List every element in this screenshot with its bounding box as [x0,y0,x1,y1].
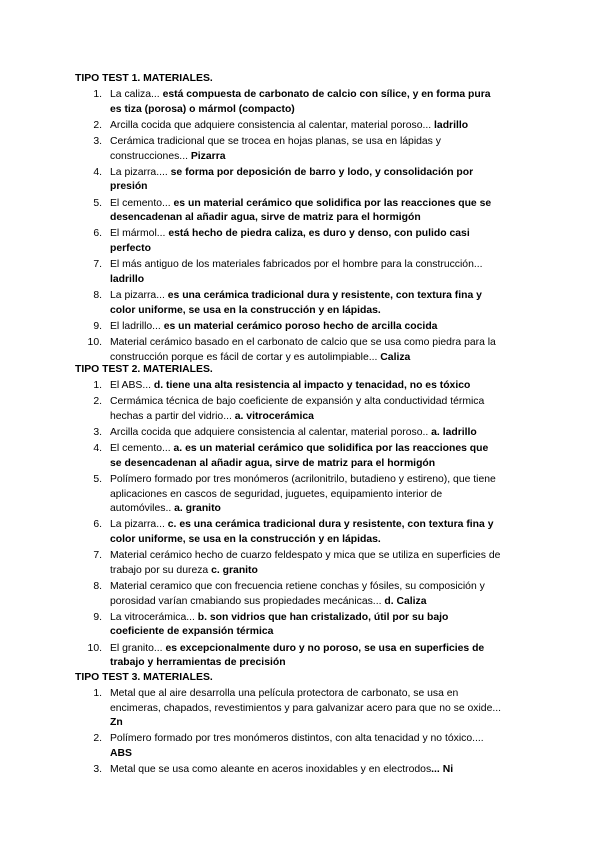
question-line [110,258,530,273]
question-text: porosidad varían cmabiando sus propiedades mecánicas... [110,595,385,607]
question-text: El cemento... [110,197,174,209]
question-item [93,258,530,287]
answer-text: coeficiente de expansión térmica [110,626,274,638]
question-number: 10. [87,642,102,654]
question-line [110,320,530,335]
answer-text: ladrillo [434,119,469,131]
question-line [110,88,530,103]
question-line [110,533,530,548]
question-number: 3. [93,764,102,776]
question-line [110,119,530,134]
question-number: 5. [93,474,102,485]
answer-text: a. vitrocerámica [234,410,314,422]
question-text: La pizarra... [110,290,168,301]
question-text: El cemento... [110,443,174,455]
question-text: trabajo por su dureza [110,564,212,576]
question-number: 9. [93,320,102,332]
question-number: 1. [93,380,102,391]
question-line [110,564,530,579]
question-line [110,351,530,366]
question-text: Arcilla cocida que adquiere consistencia al calentar, material poroso... [110,119,435,131]
question-line [110,763,530,778]
question-number: 3. [93,136,102,147]
answer-text: b. son vidrios que han cristalizado, útil por su bajo [197,611,449,623]
answer-text: a. granito [174,503,221,515]
question-number: 5. [93,197,102,209]
question-item [93,289,530,318]
question-text: El granito... [110,642,166,654]
question-line [110,166,530,181]
question-line [110,150,530,165]
question-text: Material cerámico basado en el carbonato de calcio que se usa como piedra para la [110,337,496,348]
question-line [110,180,530,195]
question-text: Material cerámico hecho de cuarzo feldespato y mica que se utiliza en superficies de [110,550,501,562]
question-line [110,336,530,351]
answer-text: está compuesta de carbonato de calcio con sílice, y en forma pura [162,89,491,100]
question-line [110,135,530,150]
question-text: El ABS... [110,380,154,391]
question-line [110,426,530,441]
answer-text: color uniforme, se usa en la construcción y en lápidas. [110,533,381,545]
question-item [93,763,530,778]
question-line [110,457,530,472]
question-line [110,732,530,747]
answer-text: a. es un material cerámico que solidifica por las reacciones que [173,443,489,455]
question-line [110,702,530,717]
answer-text: es un material cerámico poroso hecho de arcilla cocida [163,320,438,332]
question-line [110,473,530,488]
answer-text: c. es una cerámica tradicional dura y resistente, con textura fina y [167,519,494,531]
question-line [110,410,530,425]
answer-text: es excepcionalmente duro y no poroso, se usa en superficies de [165,642,485,654]
question-item [93,611,530,640]
answer-text: se forma por deposición de barro y lodo, y consolidación por [170,166,474,178]
answer-text: a. ladrillo [431,427,477,438]
question-item [93,395,530,424]
question-line [110,502,530,517]
question-line [110,273,530,288]
answer-text: Zn [110,717,123,729]
question-text: Material ceramico que con frecuencia retiene conchas y fósiles, su composición y [110,581,485,592]
question-item [93,166,530,195]
answer-text: ... Ni [431,764,454,776]
question-text: aplicaciones en cascos de seguridad, juguetes, equipamiento interior de [110,488,443,500]
answer-text: ABS [110,747,132,759]
answer-text: d. tiene una alta resistencia al impacto y tenacidad, no es tóxico [153,380,471,391]
question-text: La pizarra.... [110,166,171,178]
question-line [110,716,530,731]
answer-text: es un material cerámico que solidifica por las reacciones que se [173,197,492,209]
question-line [110,687,530,702]
question-text: El ladrillo... [110,320,164,332]
answer-text: es tiza (porosa) o mármol (compacto) [110,103,295,115]
question-text: Polímero formado por tres monómeros distintos, con alta tenacidad y no tóxico.... [110,733,484,745]
question-line [110,611,530,626]
question-item [93,442,530,471]
question-number: 8. [93,290,102,301]
answer-text: se desencadenan al añadir agua, sirve de matriz para el hormigón [110,457,436,469]
answer-text: Caliza [380,351,411,363]
question-item [93,88,530,117]
question-line [110,442,530,457]
question-text: Cermámica técnica de bajo coeficiente de expansión y alta conductividad térmica [110,396,485,408]
answer-text: perfecto [110,242,151,254]
question-line [110,379,530,394]
question-item [87,336,530,365]
question-number: 7. [93,259,102,271]
question-item [93,426,530,441]
question-item [93,518,530,547]
question-number: 10. [87,337,102,348]
question-line [110,747,530,762]
question-item [93,580,530,609]
question-line [110,304,530,319]
question-item [93,119,530,134]
question-line [110,242,530,257]
question-number: 7. [93,550,102,562]
question-line [110,518,530,533]
section-heading: TIPO TEST 1. MATERIALES. [75,73,213,84]
question-number: 1. [93,688,102,699]
question-item [93,227,530,256]
question-line [110,549,530,564]
question-text: Metal que se usa como aleante en aceros inoxidables y en electrodos [110,764,432,776]
question-line [110,656,530,671]
question-line [110,595,530,610]
answer-text: es una cerámica tradicional dura y resistente, con textura fina y [167,290,482,301]
question-text: La pizarra... [110,519,168,531]
answer-text: Pizarra [190,150,226,162]
question-item [93,732,530,761]
question-number: 9. [93,611,102,623]
answer-text: color uniforme, se usa en la construcción y en lápidas. [110,304,381,316]
question-number: 8. [93,581,102,592]
question-number: 4. [93,166,102,178]
question-number: 3. [93,427,102,438]
question-number: 2. [93,119,102,131]
question-item [93,687,530,731]
question-text: Polímero formado por tres monómeros (acrilonitrilo, butadieno y estireno), que tiene [110,474,496,485]
question-item [93,379,530,394]
answer-text: trabajo y herramientas de precisión [110,657,286,669]
answer-text: desencadenan al añadir agua, sirve de matriz para el hormigón [110,212,421,224]
question-text: Metal que al aire desarrolla una película protectora de carbonato, se usa en [110,688,459,699]
answer-text: presión [110,181,148,193]
question-line [110,103,530,118]
question-item [93,135,530,164]
question-line [110,642,530,657]
question-number: 2. [93,733,102,745]
section-heading: TIPO TEST 3. MATERIALES. [75,672,213,683]
question-line [110,289,530,304]
question-item [93,473,530,517]
question-line [110,395,530,410]
question-text: hechas a partir del vidrio... [110,410,235,422]
question-number: 6. [93,228,102,240]
question-text: El más antiguo de los materiales fabricados por el hombre para la construcción... [110,259,483,271]
question-line [110,211,530,226]
question-text: automóviles.. [110,503,175,515]
question-number: 1. [93,89,102,100]
question-item [93,549,530,578]
question-text: Cerámica tradicional que se trocea en hojas planas, se usa en lápidas y [110,136,441,147]
answer-text: ladrillo [110,273,145,285]
answer-text: está hecho de piedra caliza, es duro y denso, con pulido casi [168,228,470,240]
section-heading: TIPO TEST 2. MATERIALES. [75,364,213,375]
question-text: encimeras, chapados, revestimientos y para galvanizar acero para que no se oxide... [110,702,502,714]
question-text: construcciones... [110,150,191,162]
question-number: 4. [93,443,102,455]
question-number: 2. [93,396,102,408]
question-item [93,197,530,226]
question-text: Arcilla cocida que adquiere consistencia al calentar, material poroso.. [110,427,432,438]
question-text: El mármol... [110,228,169,240]
question-text: La caliza... [110,89,163,100]
answer-text: d. Caliza [384,595,427,607]
question-line [110,197,530,212]
question-item [87,642,530,671]
question-text: construcción porque es fácil de cortar y es autolimpiable... [110,351,381,363]
question-text: La vitrocerámica... [110,611,198,623]
question-line [110,488,530,503]
answer-text: c. granito [211,564,258,576]
question-line [110,227,530,242]
question-line [110,580,530,595]
question-number: 6. [93,519,102,531]
question-item [93,320,530,335]
question-line [110,625,530,640]
